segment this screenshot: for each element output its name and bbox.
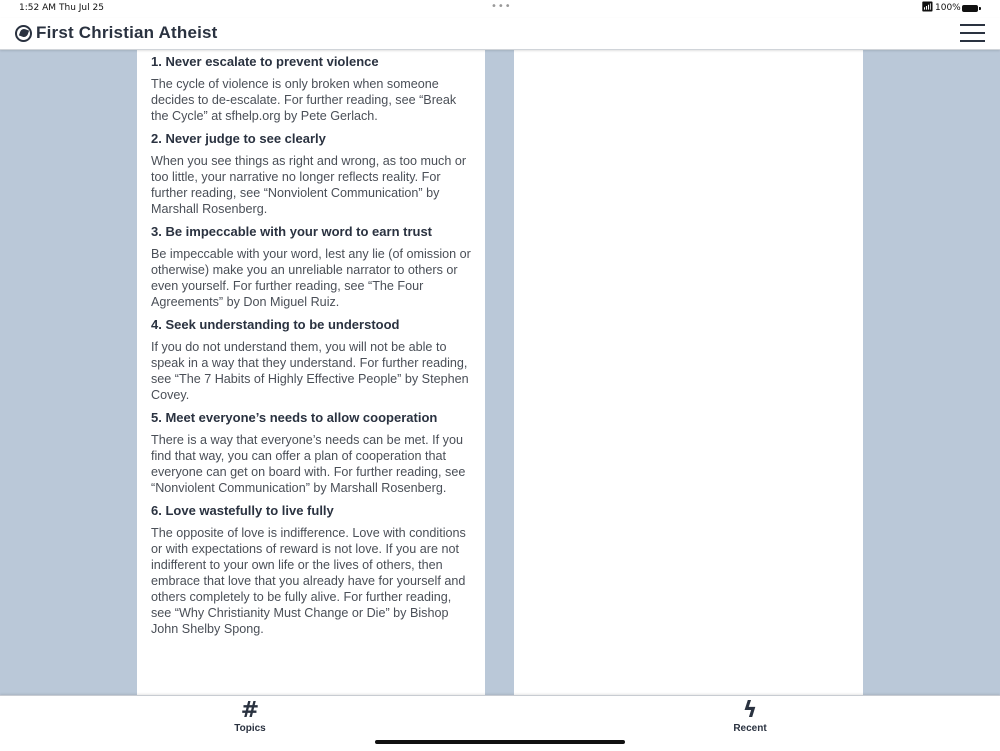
multitask-dots-icon[interactable]: ••• xyxy=(491,1,512,12)
item-body: When you see things as right and wrong, as too much or too little, your narrative no longer reflects reality. For further reading, see “Nonviolent Communication” by Marshall Rosenberg. xyxy=(151,154,467,216)
hashtag-icon: # xyxy=(240,698,260,723)
item-heading: 6. Love wastefully to live fully xyxy=(151,503,334,518)
item-body: Be impeccable with your word, lest any lie (of omission or otherwise) make you an unreliable narrator to others or even yourself. For further reading, see “The Four Agreements” by Don Miguel Ruiz. xyxy=(151,247,471,309)
item-body: There is a way that everyone’s needs can be met. If you find that way, you can offer a plan of cooperation that everyone can get on board with. For further reading, see “Nonviolent Communication” by Marshall Rosenberg. xyxy=(151,433,466,495)
menu-line xyxy=(960,32,985,34)
status-date: Thu Jul 25 xyxy=(59,3,104,13)
app-header xyxy=(0,18,1000,50)
item-body: The cycle of violence is only broken when someone decides to de-escalate. For further reading, see “Break the Cycle” at sfhelp.org by Pete Gerlach. xyxy=(151,77,457,123)
wifi-icon: 📶︎ xyxy=(921,2,934,13)
item-heading: 4. Seek understanding to be understood xyxy=(151,317,400,332)
list-item xyxy=(151,131,473,217)
list-item xyxy=(151,503,473,637)
battery-percent: 100% xyxy=(935,3,961,13)
tab-label: Topics xyxy=(234,723,266,734)
status-time: 1:52 AM xyxy=(19,3,56,13)
item-body: If you do not understand them, you will not be able to speak in a way that they understand. For further reading, see “The 7 Habits of Highly Effective People” by Stephen Covey. xyxy=(151,340,469,402)
item-body: The opposite of love is indifference. Love with conditions or with expectations of reward is not love. If you are not indifferent to your own life or the lives of others, then embrace that love that you already have for yourself and others completely to be fully alive. For further reading, see “Why Christianity Must Change or Die” by Bishop John Shelby Spong. xyxy=(151,526,466,636)
tab-topics[interactable] xyxy=(210,700,290,734)
list-item xyxy=(151,410,473,496)
app-title: First Christian Atheist xyxy=(36,23,218,42)
home-indicator[interactable] xyxy=(375,740,625,744)
content-card[interactable] xyxy=(137,49,485,695)
item-heading: 5. Meet everyone’s needs to allow cooperation xyxy=(151,410,438,425)
secondary-card xyxy=(514,49,863,695)
tab-label: Recent xyxy=(733,723,767,734)
status-bar xyxy=(0,0,1000,18)
item-heading: 3. Be impeccable with your word to earn trust xyxy=(151,224,433,239)
list-item xyxy=(151,54,473,124)
battery-icon xyxy=(962,5,978,12)
list-item xyxy=(151,317,473,403)
item-heading: 1. Never escalate to prevent violence xyxy=(151,54,379,69)
tab-recent[interactable] xyxy=(710,700,790,734)
item-heading: 2. Never judge to see clearly xyxy=(151,131,326,146)
menu-line xyxy=(960,40,985,42)
dove-logo-icon xyxy=(15,25,32,42)
lightning-icon: ϟ xyxy=(742,698,758,723)
principles-list xyxy=(151,54,473,644)
hamburger-menu-icon[interactable] xyxy=(960,24,985,43)
menu-line xyxy=(960,24,985,26)
list-item xyxy=(151,224,473,310)
